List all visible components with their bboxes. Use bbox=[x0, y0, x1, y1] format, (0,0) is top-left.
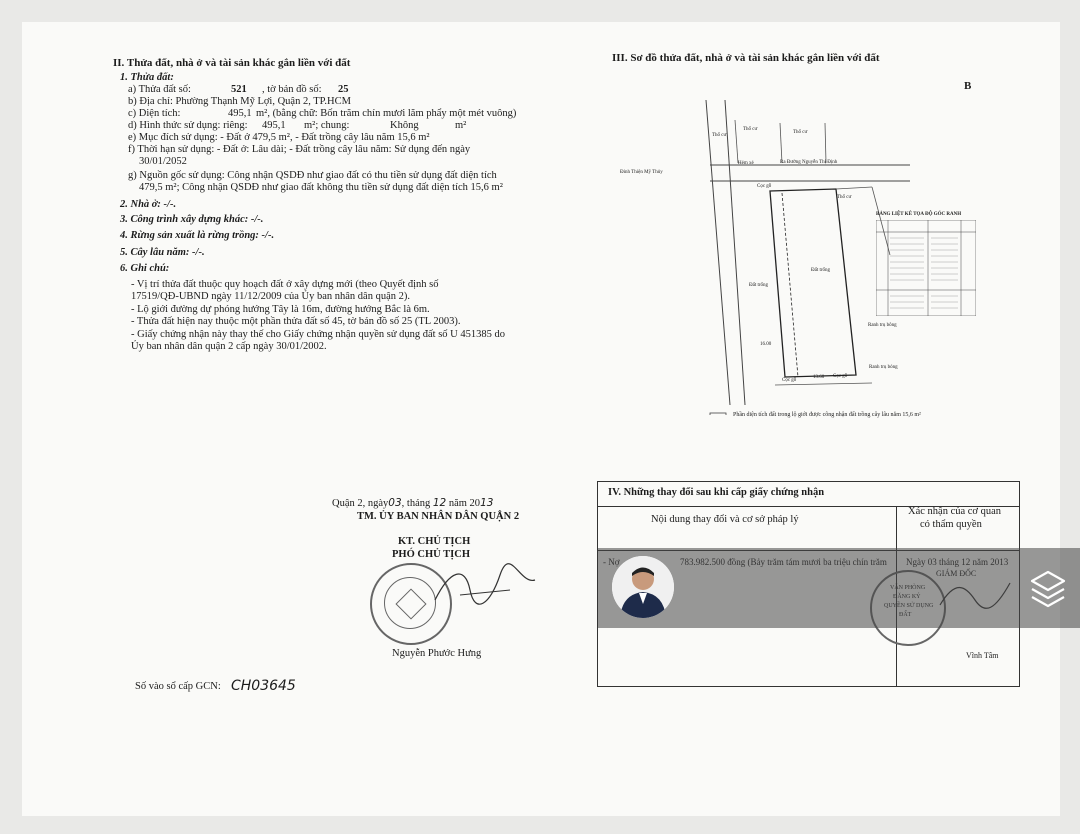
label-ranh: Ranh trụ bông bbox=[868, 323, 897, 328]
item2: 2. Nhà ở: -/-. bbox=[120, 199, 177, 210]
usage-common-unit: m² bbox=[455, 120, 467, 131]
north-marker: B bbox=[964, 80, 972, 92]
term-line1: f) Thời hạn sử dụng: - Đất ở: Lâu dài; - Đất trồng cây lâu năm: Sử dụng đến ngày bbox=[128, 144, 471, 155]
coord-table bbox=[876, 220, 976, 316]
user-avatar[interactable] bbox=[612, 556, 674, 618]
sign-date: Quận 2, ngày03, tháng 12 năm 2013 bbox=[332, 497, 494, 509]
area-text: m², (bằng chữ: Bốn trăm chín mươi lăm phẩy một mét vuông) bbox=[256, 108, 517, 119]
legend-text: Phần diện tích đất trong lộ giới được công nhận đất trồng cây lâu năm 15,6 m² bbox=[733, 412, 921, 418]
street-label: Ra Đường Nguyễn Thị Định bbox=[780, 160, 838, 165]
usage-private-value: 495,1 bbox=[262, 120, 286, 131]
label-tho-xuan: Thổ cư bbox=[837, 195, 852, 200]
changes-col2-line1: Xác nhận của cơ quan bbox=[908, 506, 1002, 517]
area-value: 495,1 bbox=[228, 108, 252, 119]
section2-title: II. Thửa đất, nhà ở và tài sản khác gắn liền với đất bbox=[113, 57, 351, 69]
item3: 3. Công trình xây dựng khác: -/-. bbox=[120, 214, 264, 225]
label-dat-trong: Đất trống bbox=[811, 268, 831, 273]
office-signer: Vĩnh Tâm bbox=[966, 651, 999, 660]
sign-role1: KT. CHỦ TỊCH bbox=[398, 536, 471, 547]
map-sheet-label: , tờ bản đồ số: bbox=[262, 84, 322, 95]
label-dat-trong: Đất trống bbox=[749, 283, 769, 288]
map-sheet-value: 25 bbox=[338, 84, 349, 95]
owner-label: Đinh Thiện Mỹ Thủy bbox=[620, 170, 663, 175]
item5: 5. Cây lâu năm: -/-. bbox=[120, 247, 205, 258]
note-line: - Giấy chứng nhận này thay thế cho Giấy chứng nhận quyền sử dụng đất số U 451385 do bbox=[131, 329, 506, 340]
parcel-number-value: 521 bbox=[231, 84, 247, 95]
coord-table-title: BẢNG LIỆT KÊ TỌA ĐỘ GÓC RANH bbox=[876, 212, 962, 217]
item6: 6. Ghi chú: bbox=[120, 263, 170, 274]
origin-line1: g) Nguồn gốc sử dụng: Công nhận QSDĐ như giao đất có thu tiền sử dụng đất diện tích bbox=[128, 170, 497, 181]
usage-common-value: Không bbox=[390, 120, 419, 131]
label-ham-xe: Hẻm xẻ bbox=[738, 161, 754, 166]
purpose-line: e) Mục đích sử dụng: - Đất ở 479,5 m², - Đất trồng cây lâu năm 15,6 m² bbox=[128, 132, 430, 143]
label-tho-cu: Thổ cư bbox=[743, 127, 758, 132]
changes-col2-line2: có thẩm quyền bbox=[920, 519, 982, 530]
origin-line2: 479,5 m²; Công nhận QSDĐ như giao đất không thu tiền sử dụng đất diện tích 15,6 m² bbox=[139, 182, 503, 193]
label-coc-go-bottom2: Cọc gỗ bbox=[833, 374, 848, 379]
note-line: - Lộ giới đường dự phóng hướng Tây là 16m, đường hướng Bắc là 6m. bbox=[131, 304, 430, 315]
label-coc-go: Cọc gỗ bbox=[757, 184, 772, 189]
term-line2: 30/01/2052 bbox=[139, 156, 187, 167]
label-dim-16: 16.00 bbox=[760, 342, 772, 347]
registry-value: CH03645 bbox=[231, 678, 296, 694]
label-tho-cu: Thổ cư bbox=[793, 130, 808, 135]
area-label: c) Diện tích: bbox=[128, 108, 181, 119]
label-coc-go-bottom: Cọc gỗ bbox=[782, 378, 797, 383]
item4: 4. Rừng sản xuất là rừng trồng: -/-. bbox=[120, 230, 275, 241]
usage-form-label: d) Hình thức sử dụng: riêng: bbox=[128, 120, 248, 131]
section4-title: IV. Những thay đổi sau khi cấp giấy chứng nhận bbox=[608, 487, 825, 498]
sign-org: TM. ỦY BAN NHÂN DÂN QUẬN 2 bbox=[357, 511, 520, 522]
note-line: Ủy ban nhân dân quận 2 cấp ngày 30/01/2002. bbox=[131, 341, 327, 352]
signer-name: Nguyễn Phước Hưng bbox=[392, 648, 482, 659]
handwritten-signature bbox=[430, 560, 540, 610]
usage-common-label: m²; chung: bbox=[304, 120, 350, 131]
parcel-number-label: a) Thửa đất số: bbox=[128, 84, 191, 95]
note-line: 17519/QĐ-UBND ngày 11/12/2009 của Ủy ban nhân dân quận 2). bbox=[131, 291, 410, 302]
section3-title: III. Sơ đồ thửa đất, nhà ở và tài sản khác gắn liền với đất bbox=[612, 52, 880, 64]
layers-icon bbox=[1028, 568, 1068, 612]
registry-label: Số vào sổ cấp GCN: bbox=[135, 681, 221, 692]
note-line: - Thửa đất hiện nay thuộc một phần thửa đất số 45, tờ bản đồ số 25 (TL 2003). bbox=[131, 316, 461, 327]
address-line: b) Địa chỉ: Phường Thạnh Mỹ Lợi, Quận 2, TP.HCM bbox=[128, 96, 351, 107]
sign-role2: PHÓ CHỦ TỊCH bbox=[392, 549, 470, 560]
item1-title: 1. Thửa đất: bbox=[120, 72, 174, 83]
changes-col1: Nội dung thay đổi và cơ sở pháp lý bbox=[651, 514, 799, 525]
label-ranh-bong: Ranh trụ bóng bbox=[869, 365, 898, 370]
label-tho-cu: Thổ cư bbox=[712, 133, 727, 138]
note-line: - Vị trí thửa đất thuộc quy hoạch đất ở xây dựng mới (theo Quyết định số bbox=[131, 279, 439, 290]
label-dim-13: 13.60 bbox=[813, 375, 825, 380]
